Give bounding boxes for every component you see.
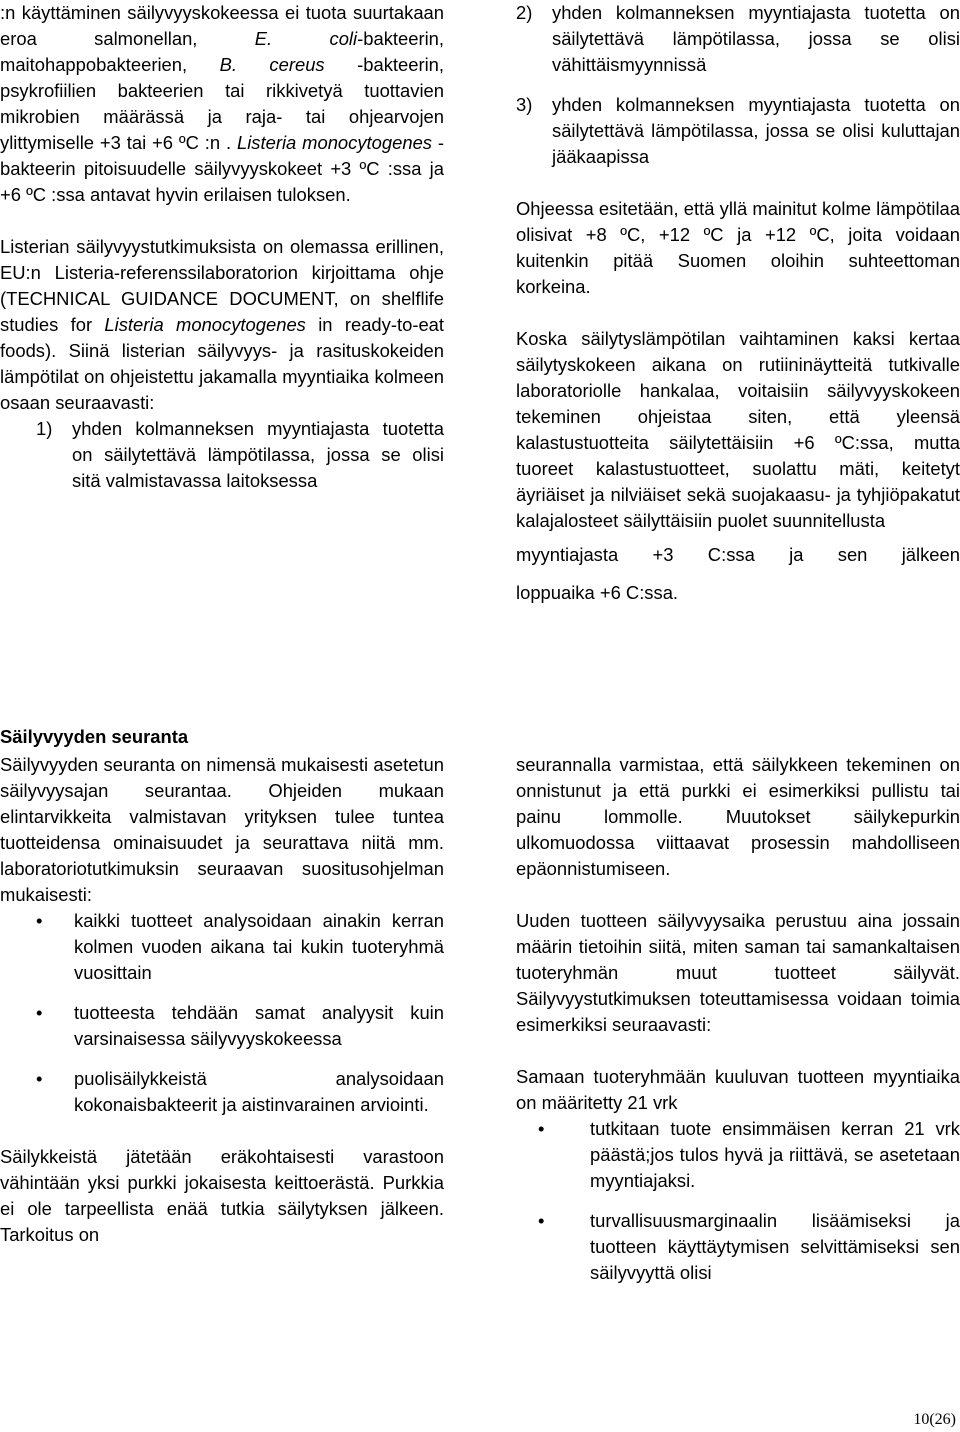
paragraph-1: seurannalla varmistaa, että säilykkeen tekeminen on onnistunut ja että purkki ei esimerkiksi pullistu tai painu lommolle. Muutokset säilykepurkin ulkomuodossa viittaavat prosessin mahdolliseen epäonnistumiseen. bbox=[516, 754, 960, 879]
paragraph-2: Säilykkeistä jätetään eräkohtaisesti varastoon vähintään yksi purkki jokaisesta keittoerästä. Purkkia ei ole tarpeellista enää tutkia säilytyksen jälkeen. Tarkoitus on bbox=[0, 1146, 444, 1245]
bullet-icon: • bbox=[36, 1068, 43, 1089]
paragraph-1: :n käyttäminen säilyvyyskokeessa ei tuota suurtakaan eroa salmonellan, E. coli-bakteerin, maitohappobakteerien, B. cereus -bakteerin, psykrofiilien bakteerien tai rikkivetyä tuottavien mikrobien määrässä ja raja- tai ohjearvojen ylittymiselle +3 tai +6 ºC :n . Listeria monocytogenes -bakteerin pitoisuudelle säilyvyyskokeet +3 ºC :ssa ja +6 ºC :ssa antavat hyvin erilaisen tuloksen. bbox=[0, 2, 445, 205]
page-number: 10(26) bbox=[913, 1411, 956, 1428]
paragraph-1: Säilyvyyden seuranta on nimensä mukaisesti asetetun säilyvyysajan seurantaa. Ohjeiden mukaan elintarvikkeita valmistavan yrityksen tulee tuntea tuotteidensa ominaisuudet ja seurattava niitä mm. laboratoriotutkimuksin seuraavan suositusohjelman mukaisesti: bbox=[0, 754, 444, 905]
paragraph-3: Samaan tuoteryhmään kuuluvan tuotteen myyntiaika on määritetty 21 vrk bbox=[516, 1066, 960, 1113]
column-2 bbox=[516, 0, 960, 606]
bullet-icon: • bbox=[538, 1118, 545, 1139]
bullet-list bbox=[516, 1116, 960, 1286]
numbered-list bbox=[0, 416, 444, 494]
bullet-icon: • bbox=[36, 910, 43, 931]
list-item: 2) yhden kolmanneksen myyntiajasta tuotetta on säilytettävä lämpötilassa, jossa se olisi vähittäismyynnissä bbox=[516, 2, 960, 75]
paragraph-2: Uuden tuotteen säilyvyysaika perustuu aina jossain määrin tietoihin siitä, miten saman tai samankaltaisen tuoteryhmän muut tuotteet säilyvät. Säilyvyystutkimuksen toteuttamisessa voidaan toimia esimerkiksi seuraavasti: bbox=[516, 910, 960, 1035]
list-item: • turvallisuusmarginaalin lisäämiseksi ja tuotteen käyttäytymisen selvittämiseksi sen säilyvyyttä olisi bbox=[516, 1208, 960, 1286]
section-heading: Säilyvyyden seuranta bbox=[0, 726, 189, 747]
paragraph-1: Ohjeessa esitetään, että yllä mainitut kolme lämpötilaa olisivat +8 ºC, +12 ºC ja +12 ºC, joita voidaan kuitenkin pitää Suomen oloihin suhteettoman korkeina. bbox=[516, 198, 960, 297]
list-item: 1) yhden kolmanneksen myyntiajasta tuotetta on säilytettävä lämpötilassa, jossa se olisi sitä valmistavassa laitoksessa bbox=[36, 418, 444, 491]
paragraph-2: Listerian säilyvyystutkimuksista on olemassa erillinen, EU:n Listeria-referenssilaboratorion kirjoittama ohje (TECHNICAL GUIDANCE DOCUMENT, on shelflife studies for Listeria monocytogenes in ready-to-eat foods). Siinä listerian säilyvyys- ja rasituskokeiden lämpötilat on ohjeistettu jakamalla myyntiaika kolmeen osaan seuraavasti: bbox=[0, 236, 445, 413]
paragraph-2: Koska säilytyslämpötilan vaihtaminen kaksi kertaa säilytyskokeen aikana on rutiininäytteitä tutkivalle laboratoriolle hankalaa, voitaisiin säilyvyyskokeen tekeminen ohjeistaa siten, että yleensä kalastustuotteita säilytettäisiin +6 ºC:ssa, mutta tuoreet kalastustuotteet, suolattu mäti, keitetyt äyriäiset ja nilviäiset sekä suojakaasu- ja tyhjiöpakatut kalajalosteet säilyttäisiin puolet suunnitellusta bbox=[516, 328, 960, 531]
list-item: • puolisäilykkeistä analysoidaan kokonaisbakteerit ja aistinvarainen arviointi. bbox=[0, 1066, 444, 1118]
column-4 bbox=[516, 752, 960, 1286]
bullet-icon: • bbox=[36, 1002, 43, 1023]
list-item: • tuotteesta tehdään samat analyysit kuin varsinaisessa säilyvyyskokeessa bbox=[0, 1000, 444, 1052]
numbered-list bbox=[516, 0, 960, 170]
list-item: • tutkitaan tuote ensimmäisen kerran 21 vrk päästä;jos tulos hyvä ja riittävä, se asetetaan myyntiajaksi. bbox=[516, 1116, 960, 1194]
list-item: • kaikki tuotteet analysoidaan ainakin kerran kolmen vuoden aikana tai kukin tuoteryhmä vuosittain bbox=[0, 908, 444, 986]
paragraph-2-line: loppuaika +6 C:ssa. bbox=[516, 582, 679, 603]
bullet-icon: • bbox=[538, 1210, 545, 1231]
paragraph-2-line: myyntiajasta +3 C:ssa ja sen jälkeen bbox=[516, 544, 960, 565]
bullet-list bbox=[0, 908, 444, 1118]
column-1 bbox=[0, 0, 444, 494]
column-3 bbox=[0, 752, 444, 1248]
list-item: 3) yhden kolmanneksen myyntiajasta tuotetta on säilytettävä lämpötilassa, jossa se olisi kuluttajan jääkaapissa bbox=[516, 94, 960, 167]
